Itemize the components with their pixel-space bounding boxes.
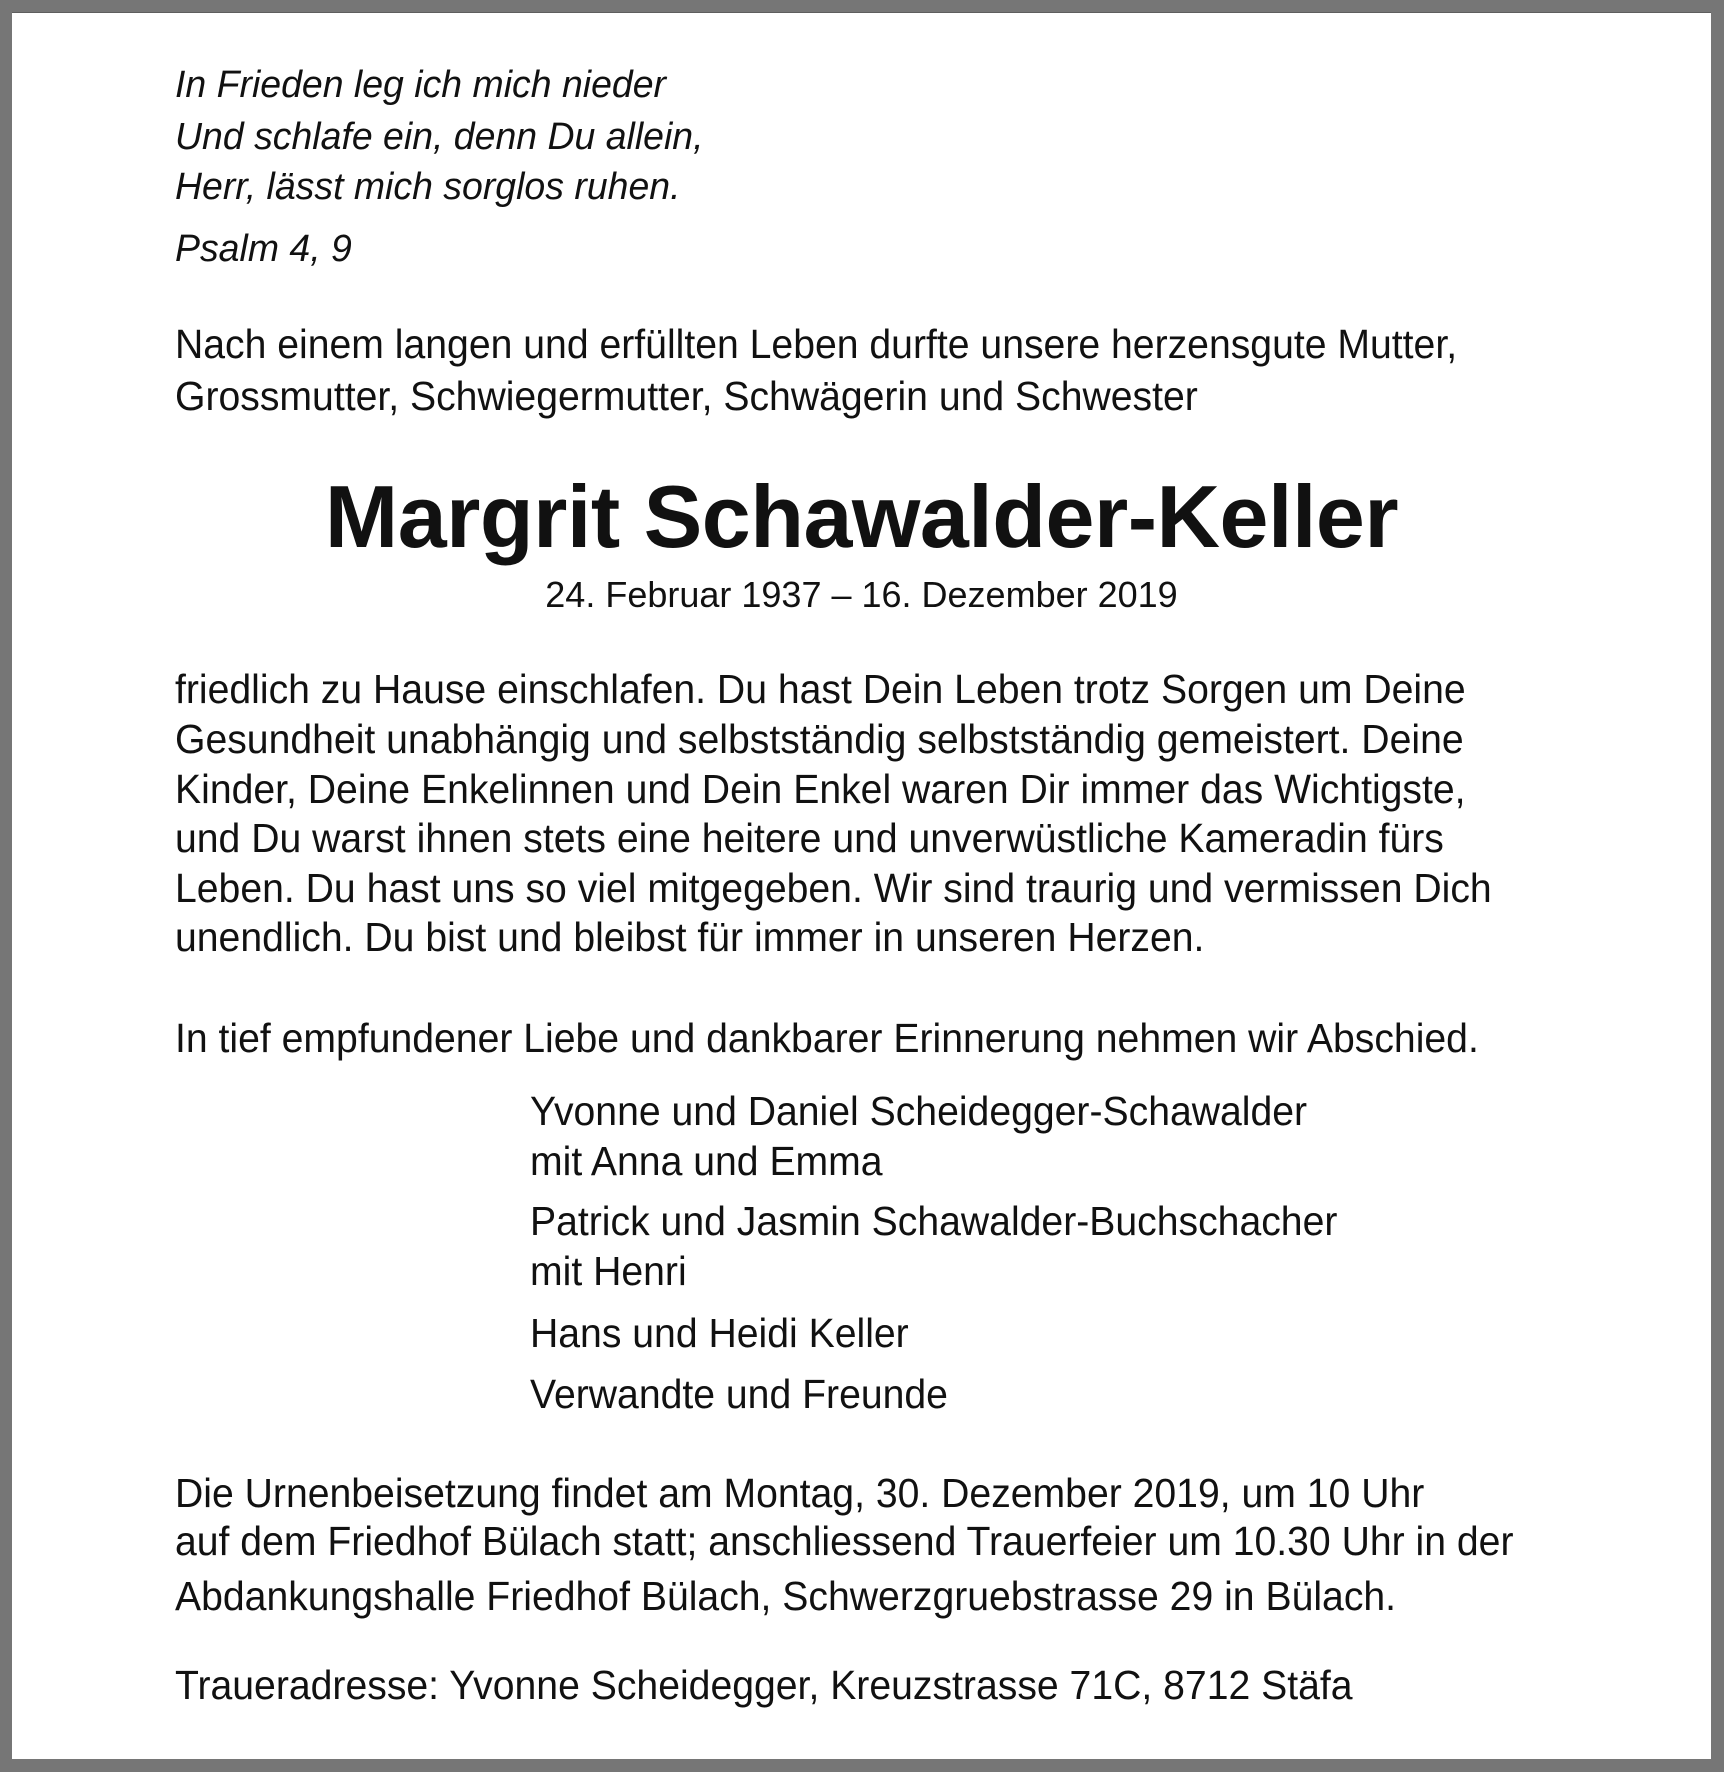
verse-line: Herr, lässt mich sorglos ruhen. bbox=[175, 166, 681, 208]
deceased-name: Margrit Schawalder-Keller bbox=[324, 467, 1399, 566]
funeral-line: Die Urnenbeisetzung findet am Montag, 30. Dezember 2019, um 10 Uhr bbox=[175, 1470, 1425, 1516]
obituary-notice bbox=[12, 13, 1711, 1759]
verse-line: In Frieden leg ich mich nieder bbox=[175, 64, 667, 106]
mourner-name: Verwandte und Freunde bbox=[530, 1371, 948, 1417]
mourner-name: Hans und Heidi Keller bbox=[530, 1310, 909, 1356]
verse-reference: Psalm 4, 9 bbox=[175, 228, 352, 270]
tribute-line: friedlich zu Hause einschlafen. Du hast Dein Leben trotz Sorgen um Deine bbox=[175, 666, 1466, 712]
intro-line: Grossmutter, Schwiegermutter, Schwägerin und Schwester bbox=[175, 373, 1198, 419]
mourner-name: Patrick und Jasmin Schawalder-Buchschacher bbox=[530, 1198, 1338, 1244]
mourning-address: Traueradresse: Yvonne Scheidegger, Kreuzstrasse 71C, 8712 Stäfa bbox=[175, 1662, 1353, 1708]
intro-line: Nach einem langen und erfüllten Leben durfte unsere herzensgute Mutter, bbox=[175, 321, 1458, 367]
mourner-children: mit Henri bbox=[530, 1248, 687, 1294]
funeral-line: Abdankungshalle Friedhof Bülach, Schwerzgruebstrasse 29 in Bülach. bbox=[175, 1573, 1397, 1619]
tribute-line: und Du warst ihnen stets eine heitere und unverwüstliche Kameradin fürs bbox=[175, 815, 1444, 861]
tribute-line: Kinder, Deine Enkelinnen und Dein Enkel waren Dir immer das Wichtigste, bbox=[175, 766, 1466, 812]
tribute-line: unendlich. Du bist und bleibst für immer in unseren Herzen. bbox=[175, 914, 1205, 960]
mourner-children: mit Anna und Emma bbox=[530, 1138, 883, 1184]
farewell-line: In tief empfundener Liebe und dankbarer Erinnerung nehmen wir Abschied. bbox=[175, 1015, 1479, 1061]
funeral-line: auf dem Friedhof Bülach statt; anschliessend Trauerfeier um 10.30 Uhr in der bbox=[175, 1518, 1514, 1564]
tribute-line: Gesundheit unabhängig und selbstständig selbstständig gemeistert. Deine bbox=[175, 716, 1464, 762]
tribute-line: Leben. Du hast uns so viel mitgegeben. Wir sind traurig und vermissen Dich bbox=[175, 865, 1492, 911]
mourner-name: Yvonne und Daniel Scheidegger-Schawalder bbox=[530, 1088, 1308, 1134]
verse-line: Und schlafe ein, denn Du allein, bbox=[175, 116, 704, 158]
life-dates: 24. Februar 1937 – 16. Dezember 2019 bbox=[545, 574, 1178, 615]
